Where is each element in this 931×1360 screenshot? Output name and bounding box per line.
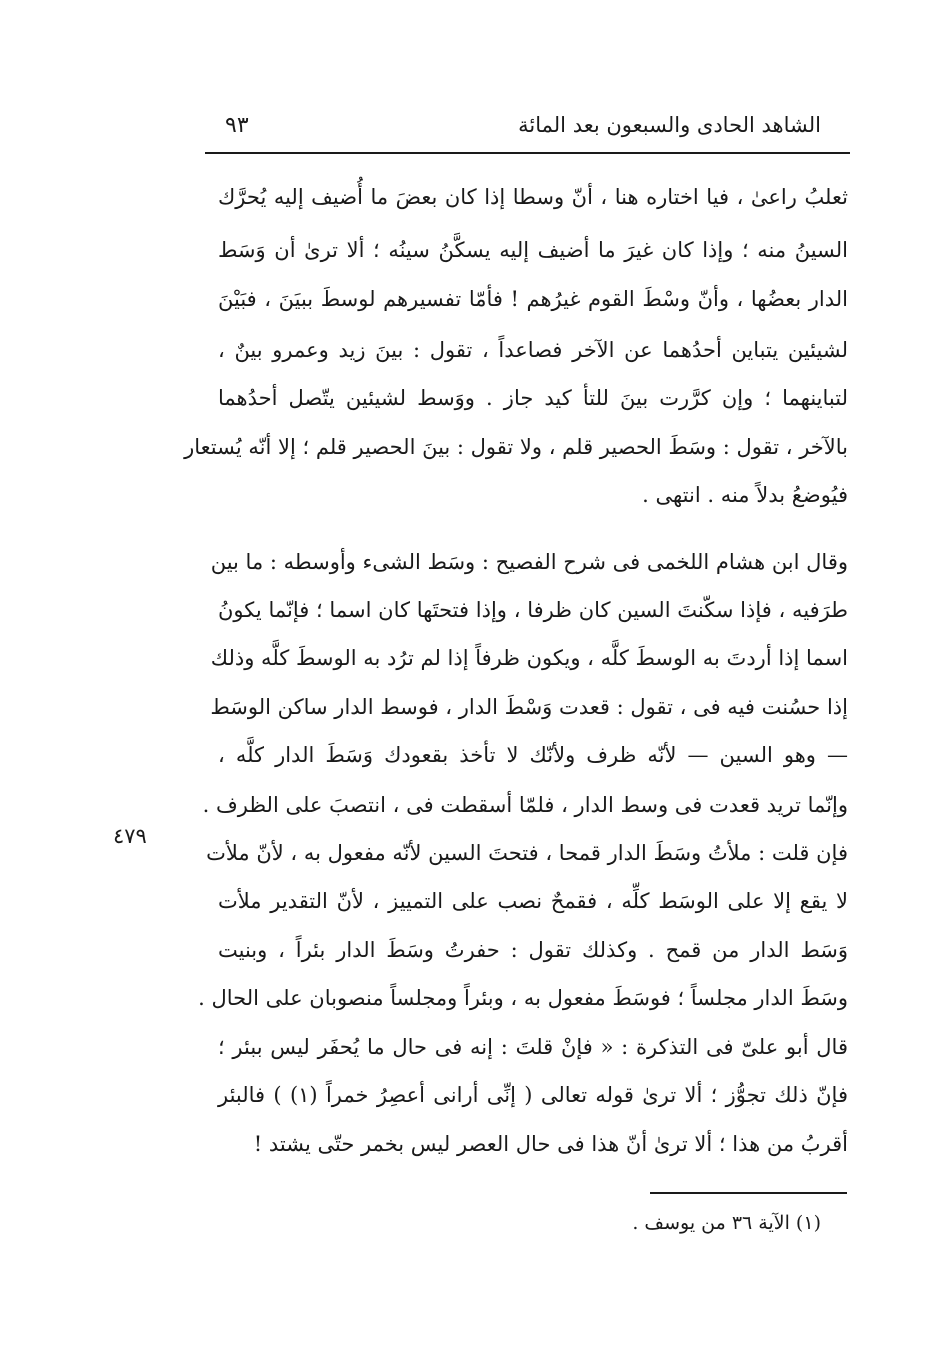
body-line: السينُ منه ؛ وإذا كان غيرَ ما أضيف إليه يسكَّنُ سينُه ؛ ألا ترىٰ أن وَسَط [218, 238, 848, 262]
body-line: وَسَط الدار من قمح . وكذلك تقول : حفرتُ وسَطَ الدار بئراً ، وبنيت [218, 938, 848, 962]
body-line: وقال ابن هشام اللخمى فى شرح الفصيح : وسَط الشىء وأوسطه : ما بين [210, 550, 848, 574]
running-header-title: الشاهد الحادى والسبعون بعد المائة [518, 113, 821, 137]
body-line: أقربُ من هذا ؛ ألا ترىٰ أنّ هذا فى حال العصر ليس بخمر حتّى يشتد ! [253, 1132, 848, 1156]
body-line: ثعلبُ راعىٰ ، فيا اختاره هنا ، أنّ وسطا إذا كان بعضَ ما أُضيف إليه يُحرَّك [218, 185, 848, 209]
page-number: ٩٣ [225, 113, 249, 138]
footnote: (١) الآية ٣٦ من يوسف . [632, 1212, 821, 1234]
body-line: فإنّ ذلك تجوُّز ؛ ألا ترىٰ قوله تعالى ( إنِّى أرانى أعصِرُ خمراً (١) ) فالبئر [218, 1083, 848, 1107]
body-line: لتباينهما ؛ وإن كرَّرت بينَ للتأ كيد جاز . ووَسط لشيئين يتّصل أحدُهما [218, 386, 848, 410]
body-line: الدار بعضُها ، وأنّ وسْطَ القوم غيرُهم ! فأمّا تفسيرهم لوسطَ ببيَنَ ، فبَيْنَ [218, 287, 848, 311]
body-line: فإن قلت : ملأتُ وسَطَ الدار قمحا ، فتحتَ السين لأنّه مفعول به ، لأنّ ملأت [206, 841, 848, 865]
body-line: لشيئين يتباين أحدُهما عن الآخر فصاعداً ، تقول : بينَ زيد وعمرو بينٌ ، [218, 338, 848, 362]
margin-page-reference: ٤٧٩ [113, 824, 147, 848]
body-line: وإنّما تريد قعدت فى وسط الدار ، فلمّا أسقطت فى ، انتصبَ على الظرف . [202, 793, 848, 817]
body-line: قال أبو علىّ فى التذكرة : « فإنْ قلتَ : إنه فى حال ما يُحفَر ليس ببئر ؛ [218, 1035, 848, 1059]
header-divider [205, 152, 850, 154]
body-line: بالآخر ، تقول : وسَطَ الحصير قلم ، ولا تقول : بينَ الحصير قلم ؛ إلا أنّه يُستعار [184, 435, 848, 459]
body-line: وسَطَ الدار مجلساً ؛ فوسَطَ مفعول به ، وبئراً ومجلساً منصوبان على الحال . [198, 986, 848, 1010]
body-line: إذا حسُنت فيه فى ، تقول : قعدت وَسْطَ الدار ، فوسط الدار ساكن الوسَط [210, 695, 848, 719]
body-line: طرَفيه ، فإذا سكّنتَ السين كان ظرفا ، وإذا فتحتَها كان اسما ؛ فإنّما يكونُ [218, 598, 848, 622]
body-line: — وهو السين — لأنّه ظرف ولأنّك لا تأخذ بقعودك وَسَطَ الدار كلَّه ، [218, 743, 848, 767]
footnote-divider [650, 1192, 847, 1194]
body-line: لا يقع إلا على الوسَط كلِّه ، فقمحٌ نصب على التمييز ، لأنّ التقدير ملأت [218, 889, 848, 913]
body-line: اسما إذا أردتَ به الوسطَ كلَّه ، ويكون ظرفاً إذا لم ترُد به الوسطَ كلَّه وذلك [210, 646, 848, 670]
body-line: فيُوضعُ بدلاً منه . انتهى . [642, 483, 848, 507]
